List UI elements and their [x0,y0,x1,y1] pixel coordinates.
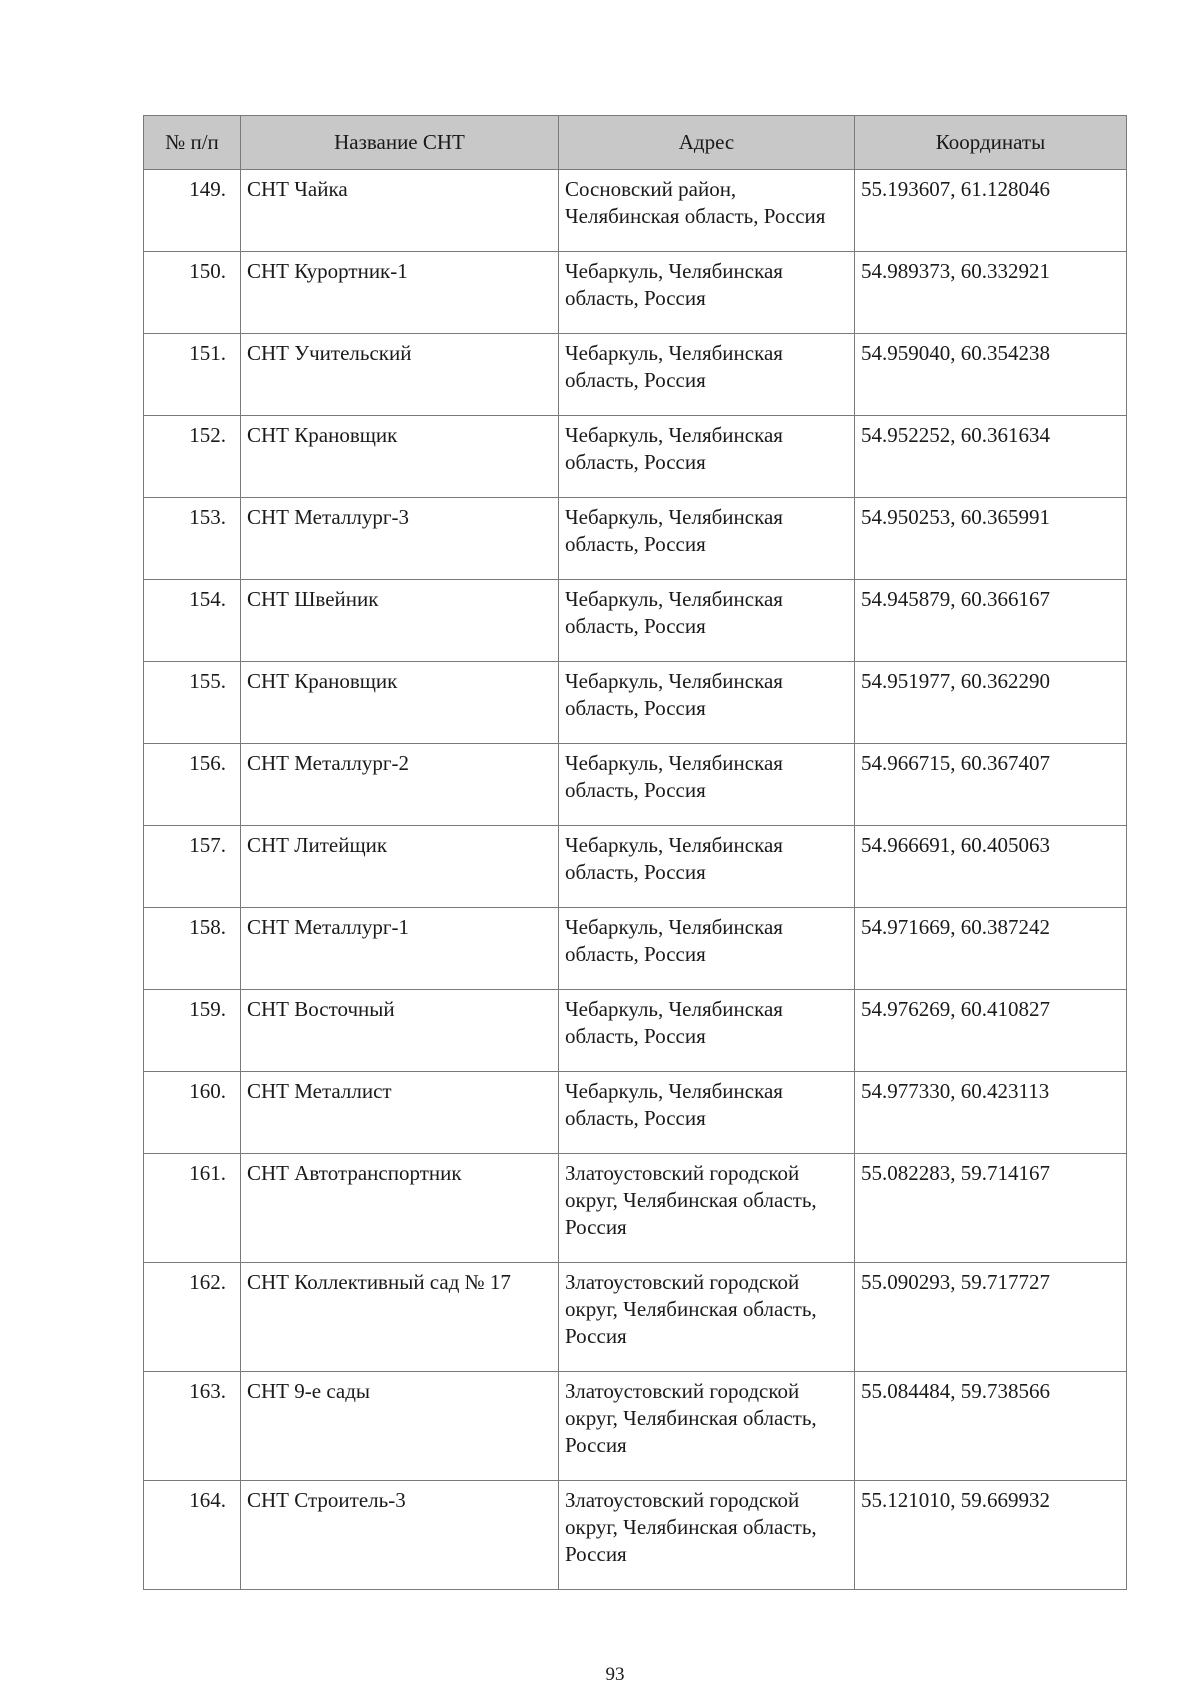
row-name: СНТ Курортник-1 [241,252,559,334]
table-row [144,170,1127,252]
row-address: Чебаркуль, Челябинская область, Россия [559,908,855,990]
row-address: Чебаркуль, Челябинская область, Россия [559,416,855,498]
row-name: СНТ Автотранспортник [241,1154,559,1263]
row-number: 161. [144,1154,241,1263]
row-number: 151. [144,334,241,416]
table-row [144,1154,1127,1263]
row-number: 157. [144,826,241,908]
row-number: 154. [144,580,241,662]
row-coordinates: 54.971669, 60.387242 [855,908,1127,990]
row-name: СНТ Строитель-3 [241,1481,559,1590]
header-number: № п/п [144,116,241,170]
row-name: СНТ Металлист [241,1072,559,1154]
row-coordinates: 54.976269, 60.410827 [855,990,1127,1072]
row-name: СНТ Крановщик [241,662,559,744]
row-address: Сосновский район, Челябинская область, Россия [559,170,855,252]
table-row [144,908,1127,990]
header-coordinates: Координаты [855,116,1127,170]
row-number: 163. [144,1372,241,1481]
row-number: 156. [144,744,241,826]
table-row [144,1372,1127,1481]
row-name: СНТ Металлург-1 [241,908,559,990]
row-coordinates: 54.945879, 60.366167 [855,580,1127,662]
row-address: Чебаркуль, Челябинская область, Россия [559,744,855,826]
row-address: Златоустовский городской округ, Челябинская область, Россия [559,1154,855,1263]
row-coordinates: 54.950253, 60.365991 [855,498,1127,580]
row-address: Чебаркуль, Челябинская область, Россия [559,498,855,580]
row-number: 160. [144,1072,241,1154]
row-number: 152. [144,416,241,498]
row-address: Златоустовский городской округ, Челябинская область, Россия [559,1372,855,1481]
row-coordinates: 54.952252, 60.361634 [855,416,1127,498]
row-coordinates: 55.090293, 59.717727 [855,1263,1127,1372]
table-row [144,662,1127,744]
table-row [144,334,1127,416]
row-number: 159. [144,990,241,1072]
row-coordinates: 55.193607, 61.128046 [855,170,1127,252]
table-row [144,416,1127,498]
row-name: СНТ Учительский [241,334,559,416]
row-address: Чебаркуль, Челябинская область, Россия [559,580,855,662]
row-coordinates: 54.959040, 60.354238 [855,334,1127,416]
row-name: СНТ Металлург-3 [241,498,559,580]
row-address: Чебаркуль, Челябинская область, Россия [559,334,855,416]
table-row [144,1481,1127,1590]
table-row [144,498,1127,580]
table-row [144,826,1127,908]
table-row [144,252,1127,334]
row-number: 153. [144,498,241,580]
row-address: Златоустовский городской округ, Челябинская область, Россия [559,1263,855,1372]
row-address: Чебаркуль, Челябинская область, Россия [559,252,855,334]
table-row [144,990,1127,1072]
row-address: Чебаркуль, Челябинская область, Россия [559,662,855,744]
row-coordinates: 54.966715, 60.367407 [855,744,1127,826]
page-number: 93 [605,1664,625,1685]
table-row [144,744,1127,826]
row-name: СНТ Крановщик [241,416,559,498]
row-number: 150. [144,252,241,334]
row-coordinates: 54.989373, 60.332921 [855,252,1127,334]
table-header-row [144,116,1127,170]
row-name: СНТ Восточный [241,990,559,1072]
row-number: 158. [144,908,241,990]
row-name: СНТ Чайка [241,170,559,252]
row-name: СНТ 9-е сады [241,1372,559,1481]
row-name: СНТ Коллективный сад № 17 [241,1263,559,1372]
row-address: Чебаркуль, Челябинская область, Россия [559,826,855,908]
row-number: 164. [144,1481,241,1590]
table-row [144,580,1127,662]
row-address: Чебаркуль, Челябинская область, Россия [559,990,855,1072]
header-name: Название СНТ [241,116,559,170]
row-address: Чебаркуль, Челябинская область, Россия [559,1072,855,1154]
row-coordinates: 55.084484, 59.738566 [855,1372,1127,1481]
row-coordinates: 54.977330, 60.423113 [855,1072,1127,1154]
row-number: 162. [144,1263,241,1372]
row-number: 155. [144,662,241,744]
table-row [144,1072,1127,1154]
row-coordinates: 55.121010, 59.669932 [855,1481,1127,1590]
row-name: СНТ Литейщик [241,826,559,908]
row-coordinates: 54.951977, 60.362290 [855,662,1127,744]
row-number: 149. [144,170,241,252]
row-coordinates: 55.082283, 59.714167 [855,1154,1127,1263]
row-name: СНТ Металлург-2 [241,744,559,826]
header-address: Адрес [559,116,855,170]
snt-table [143,115,1127,1590]
row-address: Златоустовский городской округ, Челябинская область, Россия [559,1481,855,1590]
row-name: СНТ Швейник [241,580,559,662]
table-row [144,1263,1127,1372]
row-coordinates: 54.966691, 60.405063 [855,826,1127,908]
